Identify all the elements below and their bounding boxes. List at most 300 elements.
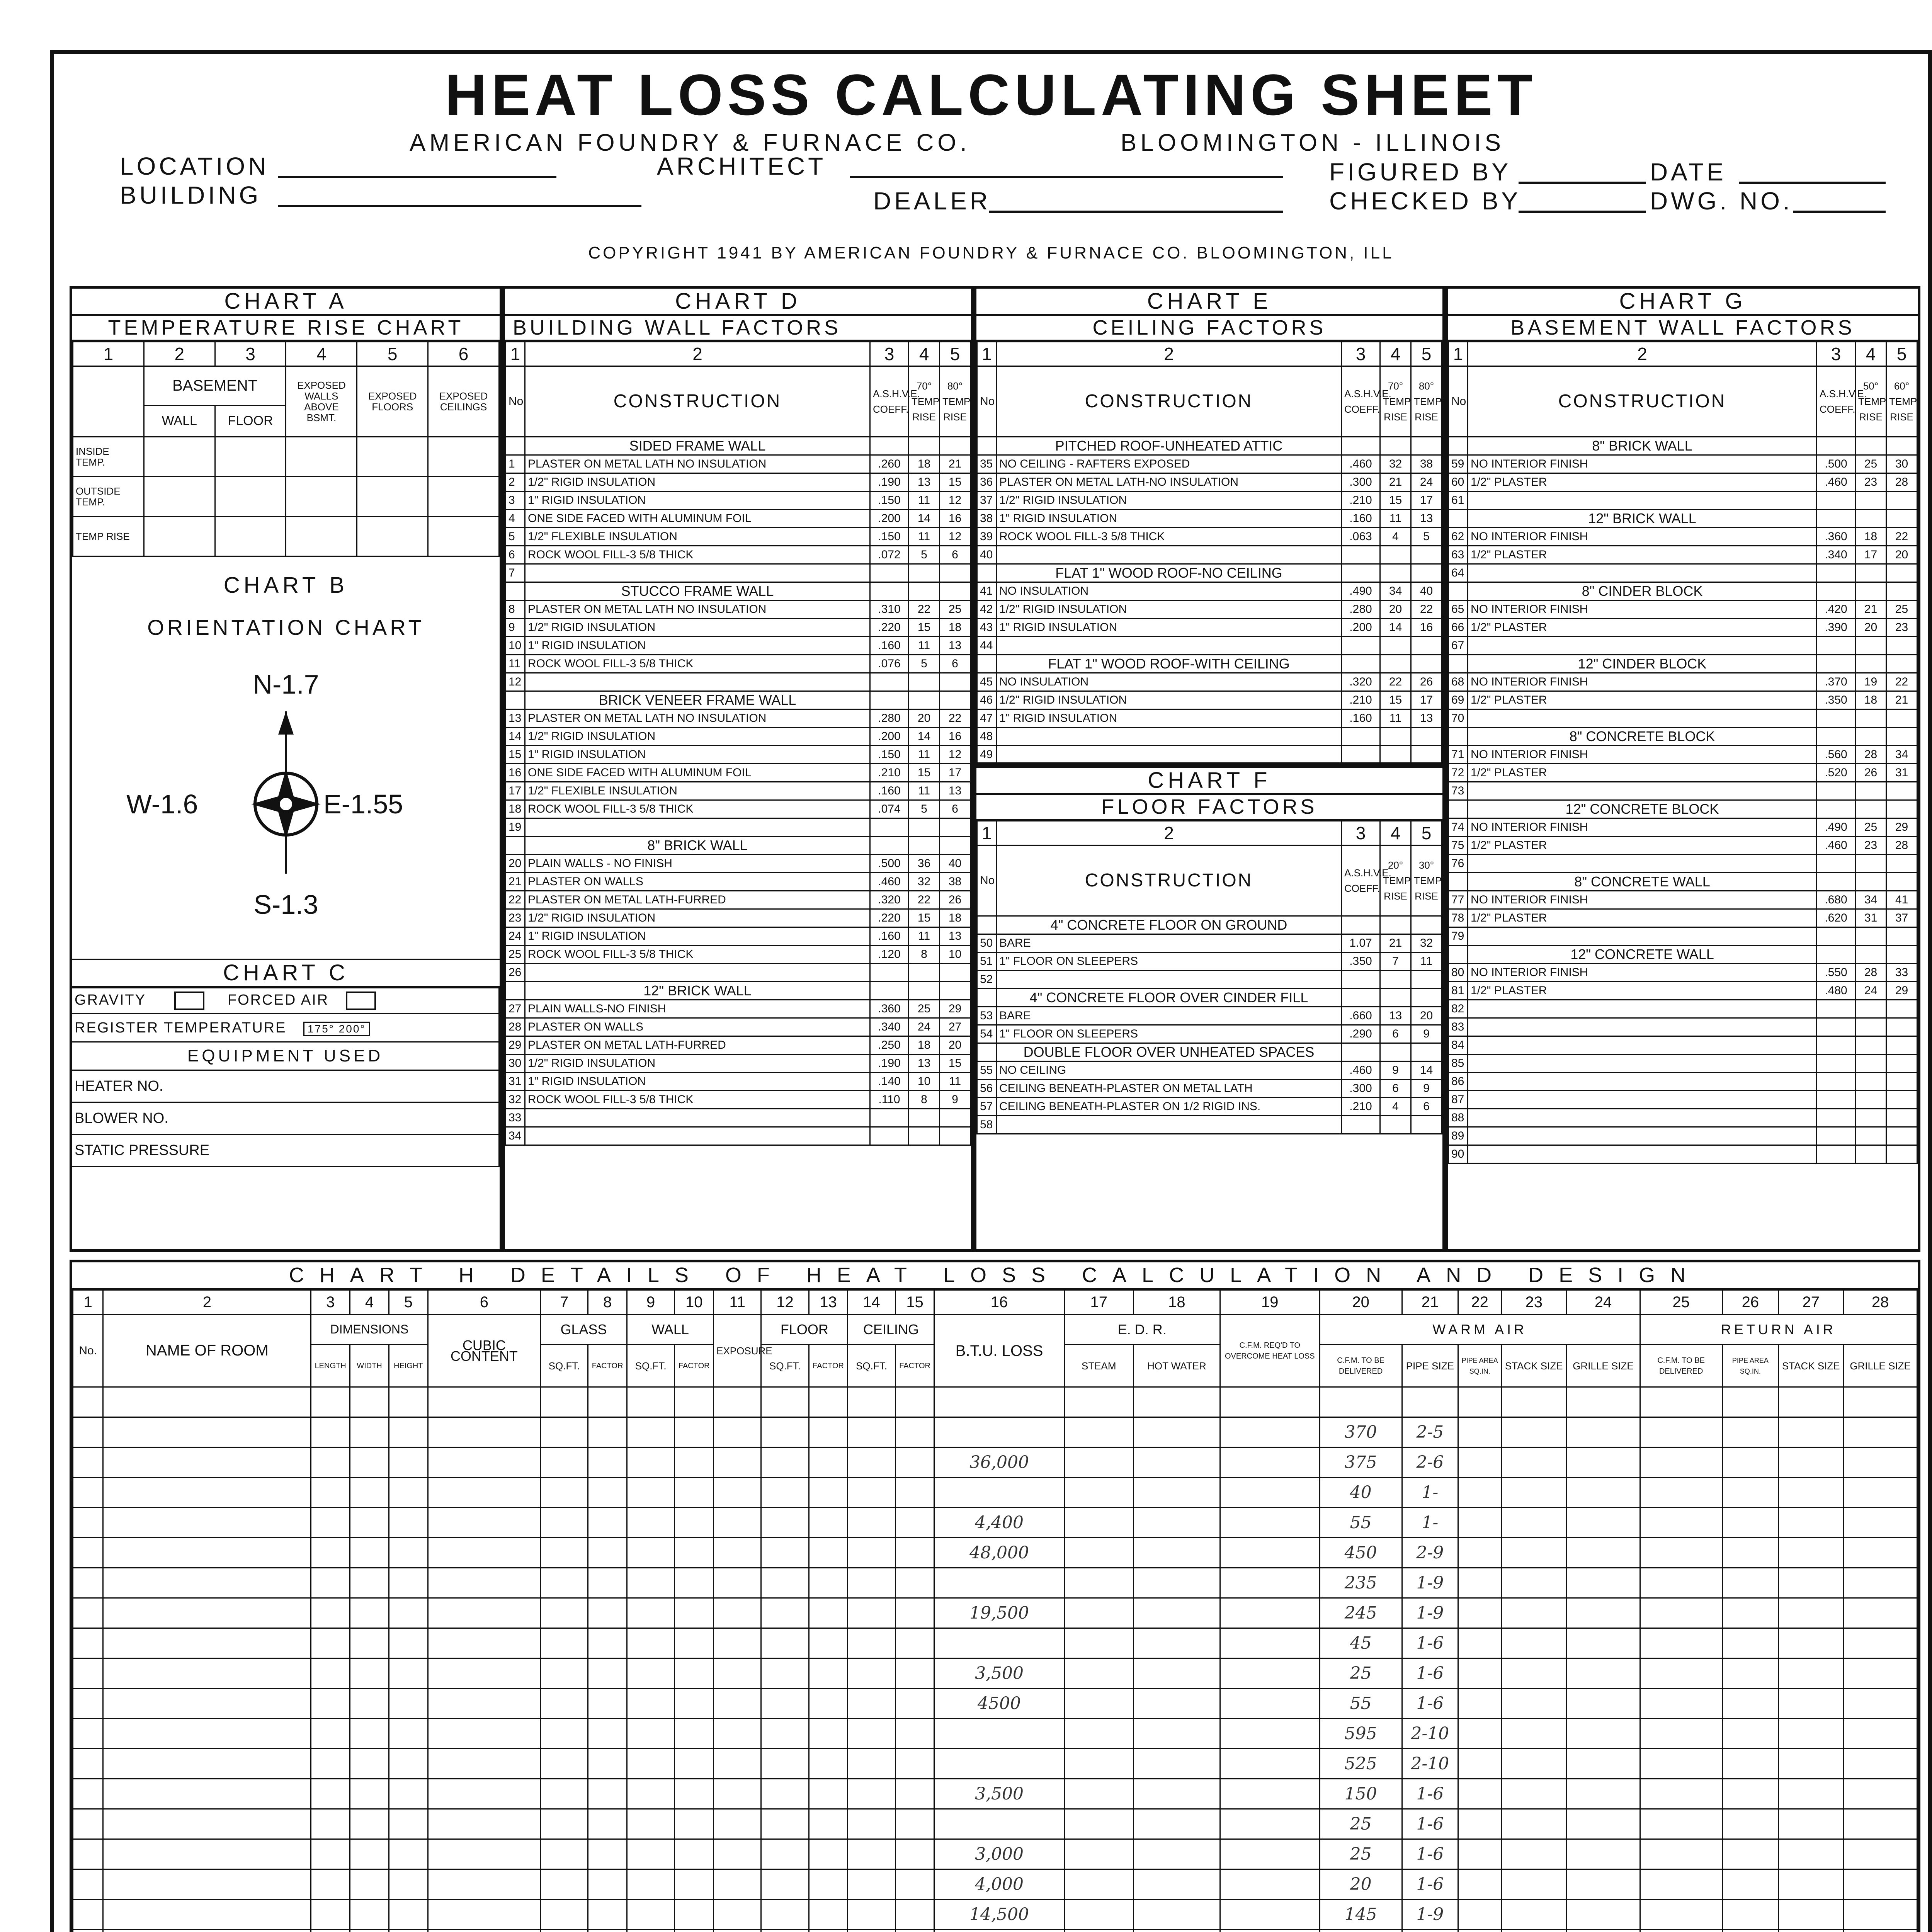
cell[interactable] bbox=[350, 1447, 389, 1478]
cell[interactable] bbox=[1064, 1387, 1133, 1417]
checked-by-field[interactable] bbox=[1519, 211, 1646, 213]
cell[interactable] bbox=[714, 1508, 761, 1538]
cell[interactable] bbox=[311, 1749, 350, 1779]
btu-loss-cell[interactable] bbox=[934, 1628, 1064, 1658]
cell[interactable] bbox=[675, 1869, 714, 1900]
cell[interactable] bbox=[1502, 1719, 1566, 1749]
cell[interactable] bbox=[848, 1447, 895, 1478]
cell[interactable] bbox=[848, 1749, 895, 1779]
cell[interactable] bbox=[1502, 1749, 1566, 1779]
cell[interactable] bbox=[1220, 1779, 1320, 1809]
cell[interactable] bbox=[1502, 1508, 1566, 1538]
architect-field[interactable] bbox=[850, 176, 1283, 178]
cell[interactable] bbox=[428, 1538, 540, 1568]
cell[interactable] bbox=[809, 1508, 848, 1538]
cell[interactable] bbox=[1064, 1568, 1133, 1598]
btu-loss-cell[interactable]: 4500 bbox=[934, 1689, 1064, 1719]
cell[interactable] bbox=[73, 1508, 103, 1538]
cell[interactable] bbox=[848, 1719, 895, 1749]
cell[interactable] bbox=[1064, 1719, 1133, 1749]
cell[interactable] bbox=[1458, 1658, 1502, 1689]
cell[interactable] bbox=[588, 1417, 627, 1447]
cell[interactable] bbox=[428, 1689, 540, 1719]
cell[interactable] bbox=[1844, 1387, 1917, 1417]
cell[interactable] bbox=[1502, 1628, 1566, 1658]
cell[interactable] bbox=[675, 1779, 714, 1809]
cell[interactable] bbox=[895, 1508, 934, 1538]
cell[interactable] bbox=[675, 1900, 714, 1930]
cell[interactable] bbox=[1566, 1628, 1640, 1658]
cell[interactable] bbox=[588, 1839, 627, 1869]
cell[interactable] bbox=[895, 1689, 934, 1719]
cell[interactable] bbox=[389, 1869, 428, 1900]
cell[interactable] bbox=[627, 1508, 675, 1538]
cell[interactable] bbox=[103, 1628, 311, 1658]
cell[interactable] bbox=[73, 1689, 103, 1719]
cell[interactable] bbox=[1220, 1930, 1320, 1932]
cfm-delivered-cell[interactable] bbox=[1320, 1930, 1402, 1932]
cell[interactable] bbox=[73, 1598, 103, 1628]
cell[interactable] bbox=[1722, 1598, 1779, 1628]
cell[interactable] bbox=[1779, 1719, 1844, 1749]
cell[interactable] bbox=[1779, 1478, 1844, 1508]
cell[interactable] bbox=[714, 1387, 761, 1417]
cell[interactable] bbox=[627, 1658, 675, 1689]
cell[interactable] bbox=[1133, 1387, 1220, 1417]
cell[interactable] bbox=[103, 1689, 311, 1719]
cell[interactable] bbox=[1502, 1387, 1566, 1417]
cell[interactable] bbox=[1566, 1538, 1640, 1568]
cell[interactable] bbox=[1722, 1417, 1779, 1447]
cell[interactable] bbox=[311, 1628, 350, 1658]
cell[interactable] bbox=[588, 1719, 627, 1749]
building-field[interactable] bbox=[278, 205, 641, 207]
cell[interactable] bbox=[389, 1809, 428, 1839]
cell[interactable] bbox=[809, 1689, 848, 1719]
cell[interactable] bbox=[311, 1478, 350, 1508]
cell[interactable] bbox=[588, 1478, 627, 1508]
cell[interactable] bbox=[1722, 1900, 1779, 1930]
cell[interactable] bbox=[714, 1689, 761, 1719]
cell[interactable] bbox=[588, 1447, 627, 1478]
cell[interactable] bbox=[350, 1930, 389, 1932]
cell[interactable] bbox=[761, 1658, 809, 1689]
cell[interactable] bbox=[350, 1809, 389, 1839]
blower-no[interactable]: BLOWER NO. bbox=[72, 1102, 499, 1134]
cell[interactable] bbox=[1779, 1628, 1844, 1658]
cell[interactable] bbox=[73, 1568, 103, 1598]
cell[interactable] bbox=[1844, 1658, 1917, 1689]
pipe-size-cell[interactable]: 2-10 bbox=[1402, 1719, 1458, 1749]
pipe-size-cell[interactable]: 1-9 bbox=[1402, 1568, 1458, 1598]
cell[interactable] bbox=[350, 1538, 389, 1568]
cell[interactable] bbox=[627, 1417, 675, 1447]
cell[interactable] bbox=[541, 1900, 588, 1930]
cell[interactable] bbox=[73, 1779, 103, 1809]
cell[interactable] bbox=[428, 1598, 540, 1628]
cfm-delivered-cell[interactable]: 450 bbox=[1320, 1538, 1402, 1568]
cell[interactable] bbox=[1844, 1417, 1917, 1447]
cell[interactable] bbox=[1064, 1930, 1133, 1932]
cell[interactable] bbox=[73, 1658, 103, 1689]
btu-loss-cell[interactable]: 3,000 bbox=[934, 1839, 1064, 1869]
cell[interactable] bbox=[1064, 1538, 1133, 1568]
cell[interactable] bbox=[311, 1779, 350, 1809]
pipe-size-cell[interactable]: 2-6 bbox=[1402, 1447, 1458, 1478]
cell[interactable] bbox=[714, 1628, 761, 1658]
pipe-size-cell[interactable]: 1-6 bbox=[1402, 1689, 1458, 1719]
cell[interactable] bbox=[1844, 1749, 1917, 1779]
cell[interactable] bbox=[895, 1538, 934, 1568]
cell[interactable] bbox=[311, 1869, 350, 1900]
cell[interactable] bbox=[761, 1478, 809, 1508]
cell[interactable] bbox=[1722, 1779, 1779, 1809]
cell[interactable] bbox=[675, 1930, 714, 1932]
cell[interactable] bbox=[103, 1598, 311, 1628]
cell[interactable] bbox=[389, 1478, 428, 1508]
btu-loss-cell[interactable]: 3,500 bbox=[934, 1658, 1064, 1689]
cell[interactable] bbox=[1566, 1779, 1640, 1809]
btu-loss-cell[interactable]: 14,500 bbox=[934, 1900, 1064, 1930]
cell[interactable] bbox=[675, 1508, 714, 1538]
cfm-delivered-cell[interactable]: 245 bbox=[1320, 1598, 1402, 1628]
cell[interactable] bbox=[1844, 1900, 1917, 1930]
cell[interactable] bbox=[103, 1839, 311, 1869]
cell[interactable] bbox=[1502, 1658, 1566, 1689]
cell[interactable] bbox=[350, 1568, 389, 1598]
cell[interactable] bbox=[714, 1538, 761, 1568]
gravity-checkbox[interactable] bbox=[174, 992, 204, 1010]
cell[interactable] bbox=[1566, 1658, 1640, 1689]
cell[interactable] bbox=[588, 1869, 627, 1900]
cell[interactable] bbox=[1064, 1779, 1133, 1809]
static-pressure[interactable]: STATIC PRESSURE bbox=[72, 1134, 499, 1167]
cell[interactable] bbox=[1566, 1900, 1640, 1930]
cell[interactable] bbox=[1133, 1779, 1220, 1809]
cell[interactable] bbox=[627, 1568, 675, 1598]
cell[interactable] bbox=[1640, 1930, 1722, 1932]
cell[interactable] bbox=[848, 1417, 895, 1447]
cell[interactable] bbox=[1064, 1508, 1133, 1538]
cell[interactable] bbox=[541, 1930, 588, 1932]
cell[interactable] bbox=[895, 1658, 934, 1689]
cell[interactable] bbox=[1844, 1779, 1917, 1809]
pipe-size-cell[interactable]: 2-10 bbox=[1402, 1749, 1458, 1779]
cell[interactable] bbox=[714, 1598, 761, 1628]
btu-loss-cell[interactable] bbox=[934, 1809, 1064, 1839]
cell[interactable] bbox=[761, 1900, 809, 1930]
cell[interactable] bbox=[588, 1538, 627, 1568]
cell[interactable] bbox=[848, 1598, 895, 1628]
cell[interactable] bbox=[1844, 1598, 1917, 1628]
cell[interactable] bbox=[1779, 1839, 1844, 1869]
cell[interactable] bbox=[714, 1900, 761, 1930]
cell[interactable] bbox=[809, 1478, 848, 1508]
cell[interactable] bbox=[428, 1749, 540, 1779]
cell[interactable] bbox=[1722, 1719, 1779, 1749]
cell[interactable] bbox=[541, 1869, 588, 1900]
cell[interactable] bbox=[73, 1900, 103, 1930]
cell[interactable] bbox=[311, 1719, 350, 1749]
cell[interactable] bbox=[1640, 1417, 1722, 1447]
cell[interactable] bbox=[1220, 1568, 1320, 1598]
pipe-size-cell[interactable]: 1-9 bbox=[1402, 1598, 1458, 1628]
cell[interactable] bbox=[73, 1869, 103, 1900]
cell[interactable] bbox=[73, 1749, 103, 1779]
cell[interactable] bbox=[1458, 1900, 1502, 1930]
cfm-delivered-cell[interactable]: 20 bbox=[1320, 1869, 1402, 1900]
cell[interactable] bbox=[1844, 1447, 1917, 1478]
cell[interactable] bbox=[1064, 1417, 1133, 1447]
cell[interactable] bbox=[895, 1568, 934, 1598]
cell[interactable] bbox=[1640, 1869, 1722, 1900]
cell[interactable] bbox=[1220, 1749, 1320, 1779]
cell[interactable] bbox=[350, 1658, 389, 1689]
cell[interactable] bbox=[103, 1568, 311, 1598]
cell[interactable] bbox=[895, 1598, 934, 1628]
cell[interactable] bbox=[389, 1749, 428, 1779]
cell[interactable] bbox=[350, 1749, 389, 1779]
cell[interactable] bbox=[761, 1930, 809, 1932]
cell[interactable] bbox=[73, 1538, 103, 1568]
cell[interactable] bbox=[1220, 1478, 1320, 1508]
cfm-delivered-cell[interactable]: 235 bbox=[1320, 1568, 1402, 1598]
cell[interactable] bbox=[389, 1447, 428, 1478]
cell[interactable] bbox=[73, 1447, 103, 1478]
cell[interactable] bbox=[809, 1417, 848, 1447]
cell[interactable] bbox=[103, 1779, 311, 1809]
cell[interactable] bbox=[761, 1598, 809, 1628]
cell[interactable] bbox=[809, 1839, 848, 1869]
cell[interactable] bbox=[848, 1779, 895, 1809]
cell[interactable] bbox=[588, 1658, 627, 1689]
cell[interactable] bbox=[627, 1628, 675, 1658]
cell[interactable] bbox=[1064, 1749, 1133, 1779]
cell[interactable] bbox=[627, 1869, 675, 1900]
cell[interactable] bbox=[1566, 1719, 1640, 1749]
cell[interactable] bbox=[1502, 1538, 1566, 1568]
cell[interactable] bbox=[1640, 1839, 1722, 1869]
cell[interactable] bbox=[389, 1930, 428, 1932]
cell[interactable] bbox=[389, 1719, 428, 1749]
cell[interactable] bbox=[1220, 1387, 1320, 1417]
cell[interactable] bbox=[675, 1568, 714, 1598]
cell[interactable] bbox=[1779, 1447, 1844, 1478]
cell[interactable] bbox=[675, 1719, 714, 1749]
cell[interactable] bbox=[848, 1387, 895, 1417]
cell[interactable] bbox=[350, 1478, 389, 1508]
cell[interactable] bbox=[1566, 1568, 1640, 1598]
cell[interactable] bbox=[1133, 1809, 1220, 1839]
cell[interactable] bbox=[73, 1719, 103, 1749]
cell[interactable] bbox=[761, 1538, 809, 1568]
pipe-size-cell[interactable]: 1- bbox=[1402, 1478, 1458, 1508]
cell[interactable] bbox=[627, 1839, 675, 1869]
cell[interactable] bbox=[1722, 1568, 1779, 1598]
cell[interactable] bbox=[541, 1598, 588, 1628]
cell[interactable] bbox=[1458, 1598, 1502, 1628]
btu-loss-cell[interactable] bbox=[934, 1719, 1064, 1749]
cell[interactable] bbox=[541, 1839, 588, 1869]
cell[interactable] bbox=[1458, 1447, 1502, 1478]
cell[interactable] bbox=[1133, 1900, 1220, 1930]
cell[interactable] bbox=[389, 1387, 428, 1417]
cell[interactable] bbox=[714, 1930, 761, 1932]
cell[interactable] bbox=[1502, 1478, 1566, 1508]
dealer-field[interactable] bbox=[989, 211, 1283, 213]
cell[interactable] bbox=[627, 1749, 675, 1779]
cell[interactable] bbox=[761, 1387, 809, 1417]
cfm-delivered-cell[interactable]: 150 bbox=[1320, 1779, 1402, 1809]
cell[interactable] bbox=[1844, 1719, 1917, 1749]
cell[interactable] bbox=[1640, 1478, 1722, 1508]
cell[interactable] bbox=[311, 1447, 350, 1478]
cell[interactable] bbox=[428, 1900, 540, 1930]
cell[interactable] bbox=[541, 1568, 588, 1598]
cell[interactable] bbox=[311, 1900, 350, 1930]
cell[interactable] bbox=[1722, 1538, 1779, 1568]
cell[interactable] bbox=[895, 1447, 934, 1478]
cell[interactable] bbox=[1566, 1598, 1640, 1628]
cell[interactable] bbox=[1133, 1658, 1220, 1689]
cell[interactable] bbox=[541, 1417, 588, 1447]
cell[interactable] bbox=[350, 1719, 389, 1749]
cell[interactable] bbox=[1220, 1689, 1320, 1719]
cell[interactable] bbox=[895, 1628, 934, 1658]
cell[interactable] bbox=[1844, 1538, 1917, 1568]
cell[interactable] bbox=[714, 1809, 761, 1839]
cell[interactable] bbox=[1779, 1779, 1844, 1809]
cell[interactable] bbox=[848, 1689, 895, 1719]
cell[interactable] bbox=[1779, 1930, 1844, 1932]
cell[interactable] bbox=[1640, 1538, 1722, 1568]
btu-loss-cell[interactable]: 4,000 bbox=[934, 1869, 1064, 1900]
cell[interactable] bbox=[1640, 1689, 1722, 1719]
cell[interactable] bbox=[311, 1658, 350, 1689]
cell[interactable] bbox=[1133, 1689, 1220, 1719]
cell[interactable] bbox=[103, 1447, 311, 1478]
cell[interactable] bbox=[73, 1628, 103, 1658]
cell[interactable] bbox=[1064, 1598, 1133, 1628]
cfm-delivered-cell[interactable]: 370 bbox=[1320, 1417, 1402, 1447]
cell[interactable] bbox=[1064, 1869, 1133, 1900]
cell[interactable] bbox=[311, 1387, 350, 1417]
cell[interactable] bbox=[1133, 1839, 1220, 1869]
cell[interactable] bbox=[389, 1658, 428, 1689]
cell[interactable] bbox=[809, 1598, 848, 1628]
cell[interactable] bbox=[809, 1749, 848, 1779]
cell[interactable] bbox=[311, 1930, 350, 1932]
cell[interactable] bbox=[1133, 1478, 1220, 1508]
cell[interactable] bbox=[761, 1869, 809, 1900]
cell[interactable] bbox=[761, 1809, 809, 1839]
cell[interactable] bbox=[1640, 1598, 1722, 1628]
cell[interactable] bbox=[761, 1568, 809, 1598]
cell[interactable] bbox=[675, 1749, 714, 1779]
cell[interactable] bbox=[627, 1447, 675, 1478]
cell[interactable] bbox=[73, 1387, 103, 1417]
cell[interactable] bbox=[311, 1417, 350, 1447]
cell[interactable] bbox=[1844, 1839, 1917, 1869]
cell[interactable] bbox=[1064, 1689, 1133, 1719]
cell[interactable] bbox=[541, 1628, 588, 1658]
cell[interactable] bbox=[350, 1387, 389, 1417]
cell[interactable] bbox=[848, 1869, 895, 1900]
cell[interactable] bbox=[1502, 1598, 1566, 1628]
cell[interactable] bbox=[627, 1900, 675, 1930]
pipe-size-cell[interactable]: 2-5 bbox=[1402, 1417, 1458, 1447]
cell[interactable] bbox=[1502, 1447, 1566, 1478]
cell[interactable] bbox=[1502, 1417, 1566, 1447]
cell[interactable] bbox=[1779, 1417, 1844, 1447]
cell[interactable] bbox=[1220, 1417, 1320, 1447]
cell[interactable] bbox=[761, 1508, 809, 1538]
cell[interactable] bbox=[1640, 1809, 1722, 1839]
cell[interactable] bbox=[588, 1749, 627, 1779]
cell[interactable] bbox=[1722, 1689, 1779, 1719]
cell[interactable] bbox=[428, 1478, 540, 1508]
cell[interactable] bbox=[809, 1719, 848, 1749]
cell[interactable] bbox=[103, 1478, 311, 1508]
cell[interactable] bbox=[389, 1689, 428, 1719]
heater-no[interactable]: HEATER NO. bbox=[72, 1070, 499, 1102]
cell[interactable] bbox=[627, 1809, 675, 1839]
cell[interactable] bbox=[1640, 1900, 1722, 1930]
cell[interactable] bbox=[848, 1478, 895, 1508]
cell[interactable] bbox=[761, 1839, 809, 1869]
cell[interactable] bbox=[895, 1839, 934, 1869]
cell[interactable] bbox=[389, 1779, 428, 1809]
cfm-delivered-cell[interactable]: 45 bbox=[1320, 1628, 1402, 1658]
cell[interactable] bbox=[848, 1839, 895, 1869]
cell[interactable] bbox=[389, 1508, 428, 1538]
cell[interactable] bbox=[1566, 1749, 1640, 1779]
date-field[interactable] bbox=[1739, 182, 1886, 184]
cell[interactable] bbox=[1133, 1869, 1220, 1900]
cell[interactable] bbox=[809, 1568, 848, 1598]
cell[interactable] bbox=[1220, 1719, 1320, 1749]
cell[interactable] bbox=[588, 1779, 627, 1809]
btu-loss-cell[interactable] bbox=[934, 1417, 1064, 1447]
cell[interactable] bbox=[103, 1900, 311, 1930]
pipe-size-cell[interactable] bbox=[1402, 1930, 1458, 1932]
cell[interactable] bbox=[1133, 1417, 1220, 1447]
cell[interactable] bbox=[1640, 1387, 1722, 1417]
cell[interactable] bbox=[1458, 1538, 1502, 1568]
cell[interactable] bbox=[1566, 1689, 1640, 1719]
cell[interactable] bbox=[761, 1689, 809, 1719]
cell[interactable] bbox=[1722, 1869, 1779, 1900]
pipe-size-cell[interactable]: 1-6 bbox=[1402, 1779, 1458, 1809]
cell[interactable] bbox=[809, 1869, 848, 1900]
cell[interactable] bbox=[1133, 1749, 1220, 1779]
btu-loss-cell[interactable] bbox=[934, 1930, 1064, 1932]
cell[interactable] bbox=[1640, 1779, 1722, 1809]
btu-loss-cell[interactable]: 19,500 bbox=[934, 1598, 1064, 1628]
pipe-size-cell[interactable]: 2-9 bbox=[1402, 1538, 1458, 1568]
cell[interactable] bbox=[675, 1809, 714, 1839]
cell[interactable] bbox=[428, 1447, 540, 1478]
cell[interactable] bbox=[103, 1719, 311, 1749]
cell[interactable] bbox=[1779, 1689, 1844, 1719]
cell[interactable] bbox=[1566, 1869, 1640, 1900]
dwg-no-field[interactable] bbox=[1793, 211, 1886, 213]
cell[interactable] bbox=[1722, 1749, 1779, 1779]
cell[interactable] bbox=[627, 1387, 675, 1417]
cell[interactable] bbox=[895, 1719, 934, 1749]
btu-loss-cell[interactable]: 36,000 bbox=[934, 1447, 1064, 1478]
cell[interactable] bbox=[1779, 1538, 1844, 1568]
